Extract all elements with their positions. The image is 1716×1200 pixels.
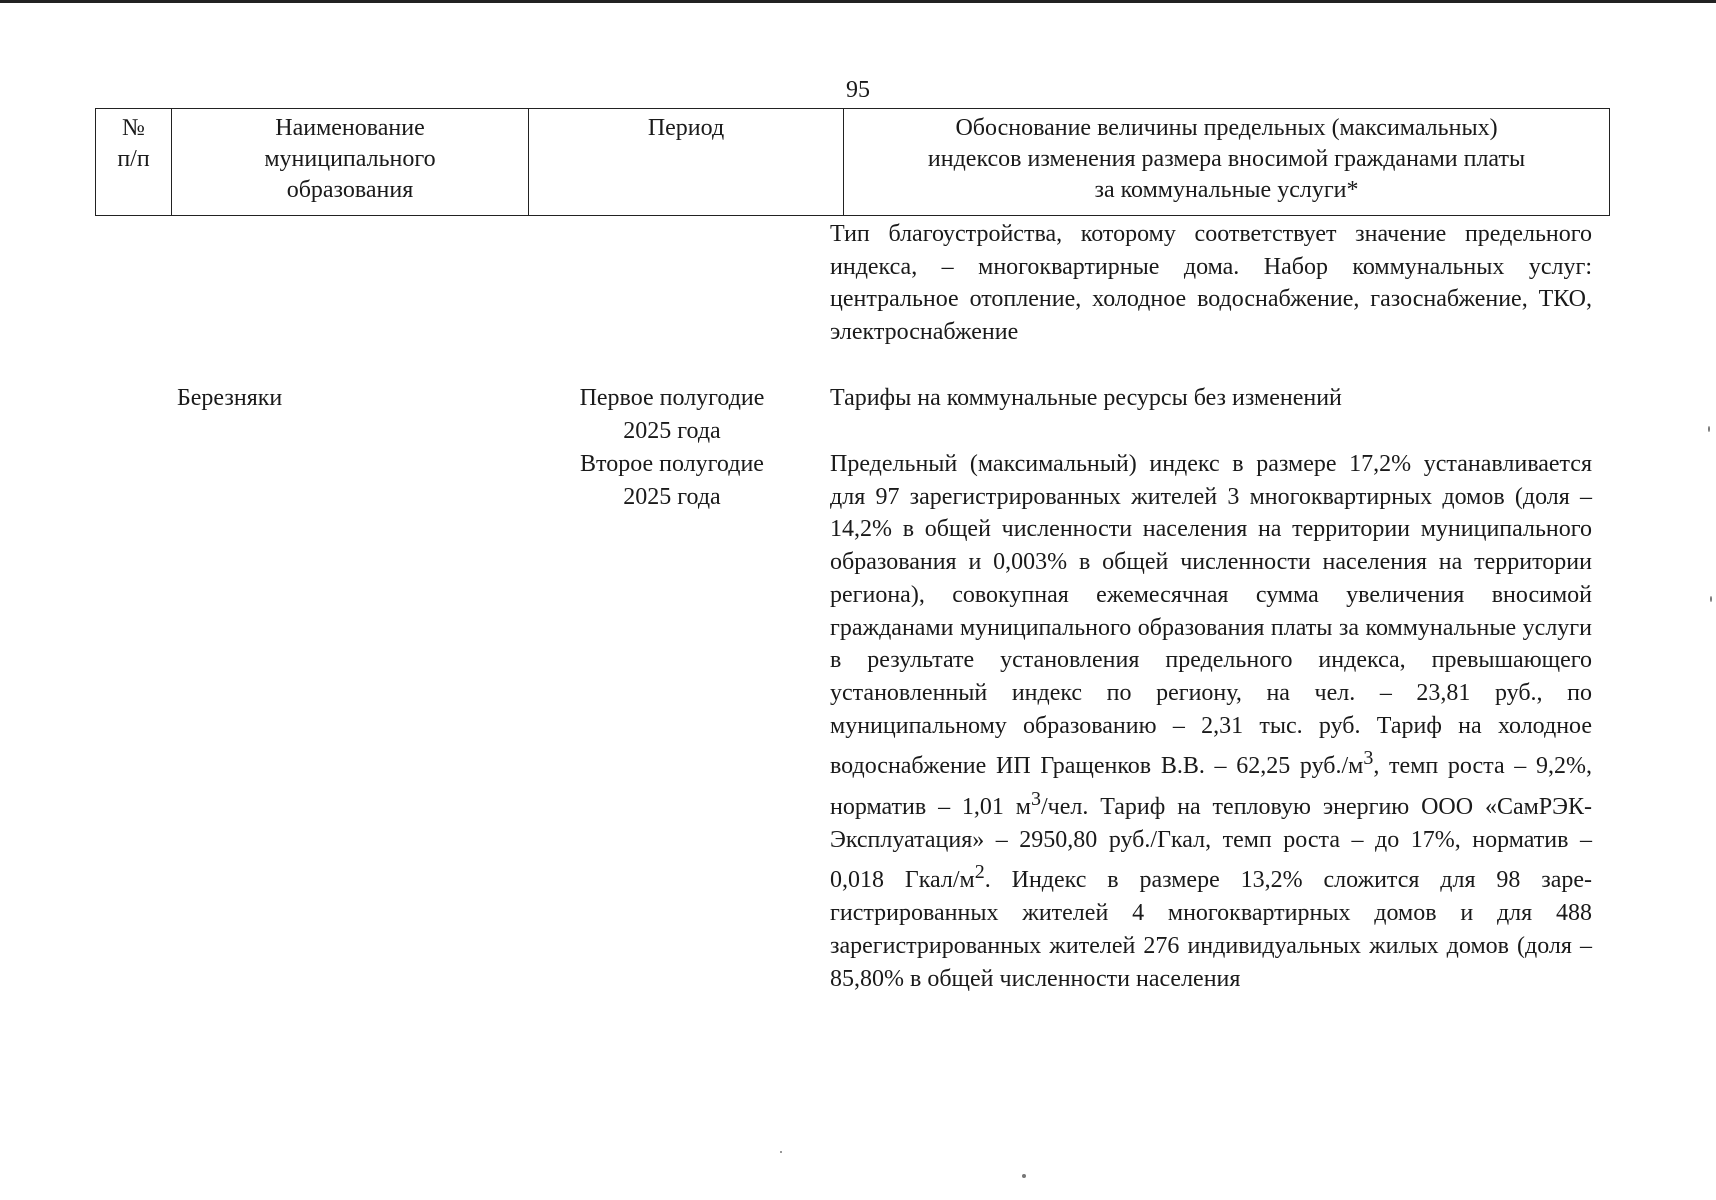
period-first-half-line-1: Первое полугодие <box>579 385 765 411</box>
header-justification-column <box>844 109 1610 216</box>
header-municipality-column <box>172 109 529 216</box>
period-second-half-line-2: 2025 года <box>623 484 721 510</box>
header-municipality-line-3: образования <box>286 177 414 203</box>
header-justification-line-2: индексов изменения размера вносимой гражданами платы <box>927 146 1526 172</box>
period-second-half <box>552 448 792 514</box>
period-first-half-line-2: 2025 года <box>623 418 721 444</box>
header-municipality-line-1: Наименование <box>275 115 425 141</box>
page-number: 95 <box>846 77 870 103</box>
superscript-cubic-1: 3 <box>1363 747 1374 770</box>
header-number-column <box>96 109 172 216</box>
header-period-column <box>529 109 844 216</box>
justification-text-part-4: . Индекс в размере 13,2% сложится для 98 заре-гистрированных жителей 4 многоквартирных домов и для 488 зарегистрированных жителей 276 индивидуальных жилых домов (доля – 85,80% в общей численности населения <box>830 867 1593 992</box>
justification-text-part-1: Предельный (максимальный) индекс в размере 17,2% устанавливается для 97 зарегистрированных жителей 3 многоквартирных домов (доля – 14,2% в общей численности населения на территории муниципального образования и 0,003% в общей численности населения на территории региона), совокупная ежемесячная сумма увеличения вносимой гражданами муниципального образования платы за коммунальные услуги в результате установления предельного индекса, превышающего установленный индекс по региону, на чел. – 23,81 руб., по муниципальному образованию – 2,31 тыс. руб. Тариф на холодное водоснабжение ИП Гращенков В.В. – 62,25 руб./м <box>830 451 1592 780</box>
header-number-line-2: п/п <box>117 146 150 172</box>
superscript-cubic-2: 3 <box>1030 788 1041 811</box>
header-period-label: Период <box>647 115 725 141</box>
infrastructure-description: Тип благоустройства, которому соответствует значение предельного индекса, – многоквартирные дома. Набор коммунальных услуг: центральное отопление, холодное водоснабжение, газоснабжение, ТКО, электроснабжение <box>830 221 1592 346</box>
period-second-half-line-1: Второе полугодие <box>580 451 764 477</box>
period-first-half <box>552 382 792 448</box>
municipality-name: Березняки <box>177 385 283 411</box>
header-municipality-line-2: муниципального <box>264 146 436 172</box>
justification-text-part-2: , темп роста – 9,2%, норматив – 1,01 м <box>830 753 1592 821</box>
header-justification-line-1: Обоснование величины предельных (максимальных) <box>955 115 1498 141</box>
header-justification-line-3: за коммунальные услуги* <box>1094 177 1359 203</box>
header-number-line-1: № <box>122 115 145 141</box>
justification-text-part-3: /чел. Тариф на тепловую энергию ООО «СамРЭК-Эксплуатация» – 2950,80 руб./Гкал, темп роста – до 17%, норматив – 0,018 Гкал/м <box>830 794 1592 894</box>
scan-speck <box>780 1151 782 1153</box>
scan-speck <box>1710 596 1712 602</box>
first-half-justification: Тарифы на коммунальные ресурсы без изменений <box>830 385 1342 411</box>
scan-speck <box>1022 1174 1026 1178</box>
top-border-line <box>0 0 1716 3</box>
table-header <box>95 108 1610 216</box>
superscript-square: 2 <box>974 861 985 884</box>
second-half-justification <box>830 448 1592 995</box>
scan-speck <box>1708 426 1710 432</box>
